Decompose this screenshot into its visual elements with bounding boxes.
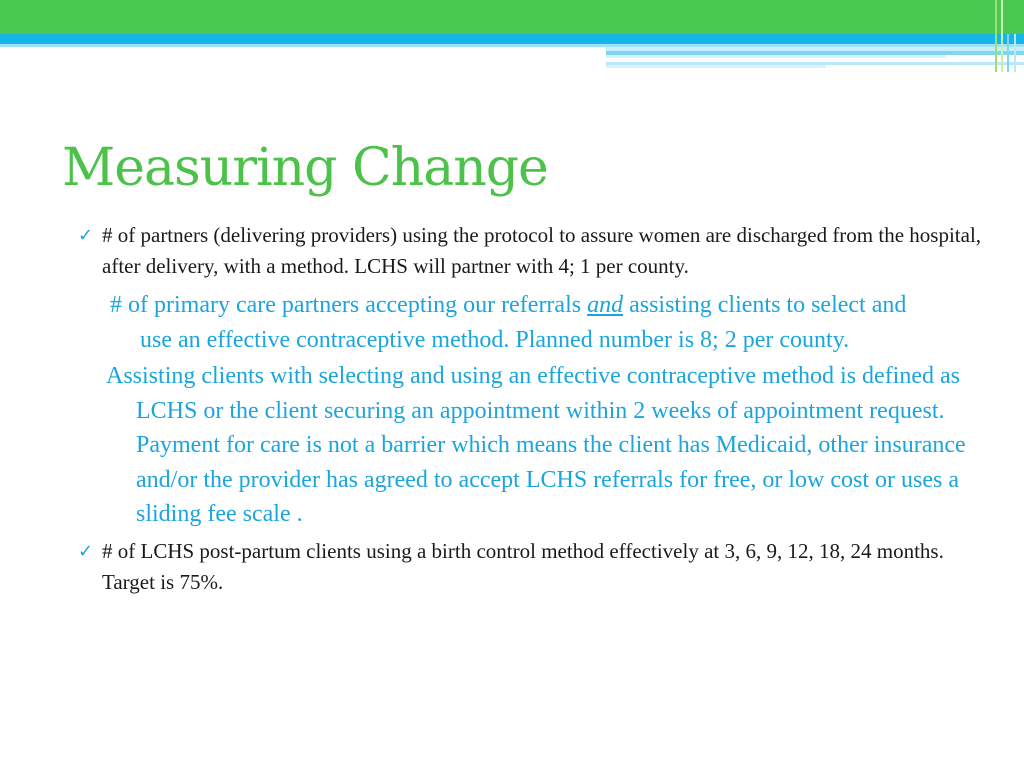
bullet-item [74, 220, 982, 282]
bullet-item [74, 536, 982, 598]
sub-item [76, 359, 966, 532]
header-vertical-line [1001, 0, 1003, 72]
checkmark-icon: ✓ [78, 225, 94, 246]
sub-item [80, 288, 940, 357]
sub-item-text: # of primary care partners accepting our referrals [110, 292, 588, 318]
sub-item-text: Assisting clients with selecting and using an effective contraceptive method is defined as LCHS or the client securing an appointment within 2 weeks of appointment request. Payment for care is not a barrier which means the client has Medicaid, other insurance and/or the provider has agreed to accept LCHS referrals for free, or low cost or uses a sliding fee scale . [106, 363, 966, 527]
header-accent-stripe [606, 55, 946, 58]
emphasis-text: and [587, 292, 624, 318]
header-vertical-line [1007, 34, 1009, 72]
bullet-text: # of LCHS post-partum clients using a birth control method effectively at 3, 6, 9, 12, 18, 24 months. Target is 75%. [102, 538, 944, 594]
bullet-text: # of partners (delivering providers) using the protocol to assure women are discharged from the hospital, after delivery, with a method. LCHS will partner with 4; 1 per county. [102, 223, 982, 278]
slide-body [74, 220, 982, 598]
header-green-band [0, 0, 1024, 34]
header-vertical-line [995, 0, 997, 72]
header-vertical-line [1014, 34, 1016, 72]
header-accent-stripe [606, 65, 826, 68]
checkmark-icon: ✓ [78, 540, 94, 562]
slide-title: Measuring Change [62, 138, 548, 198]
sub-item-text: assisting clients to select and use an effective contraceptive method. Planned number is 8; 2 per county. [140, 292, 907, 353]
header-blue-band [0, 34, 1024, 44]
